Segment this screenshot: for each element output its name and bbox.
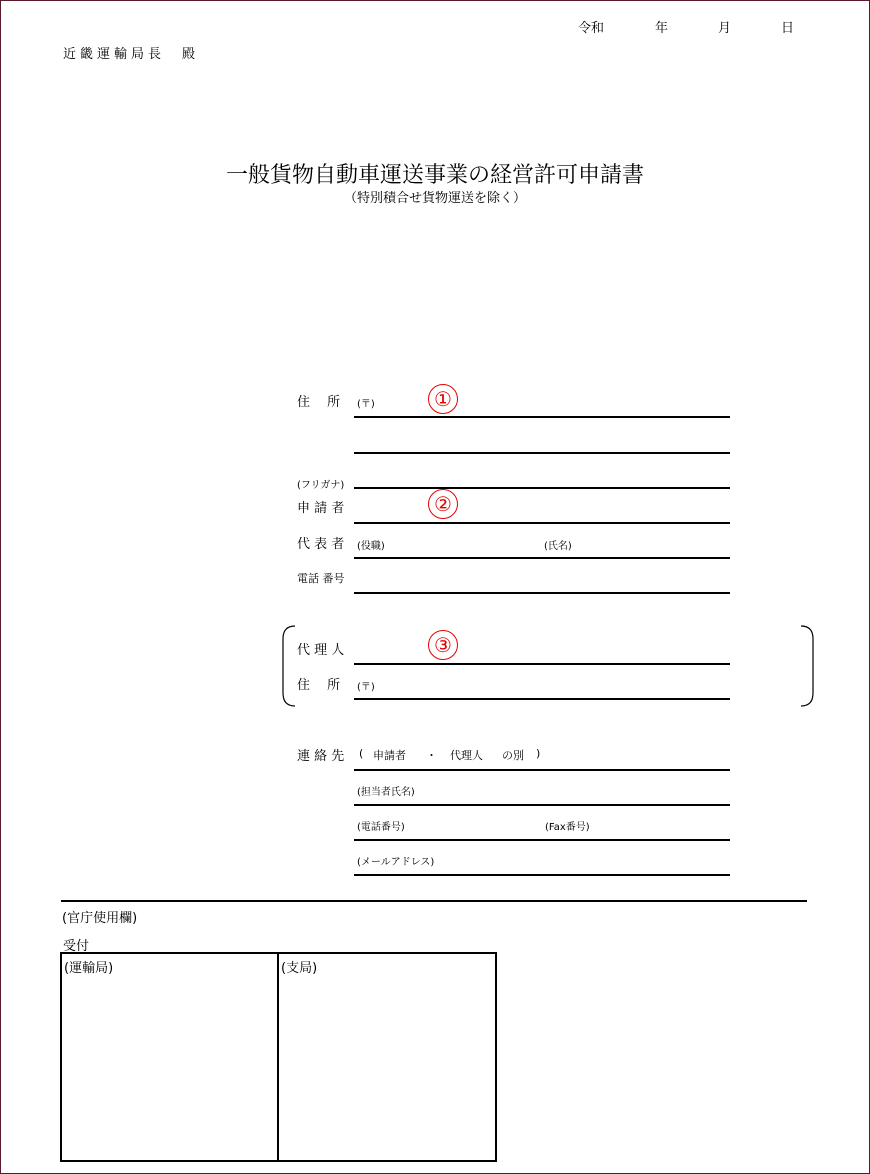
address-label: 住 所: [297, 395, 341, 410]
address-line-1[interactable]: [354, 416, 730, 418]
furigana-line[interactable]: [354, 487, 730, 489]
phone-line[interactable]: [354, 592, 730, 594]
contact-fax-label: (Fax番号): [545, 822, 590, 833]
furigana-label: (フリガナ): [297, 480, 345, 491]
addressee: 近畿運輸局長 殿: [63, 47, 200, 62]
contact-email-label: (メールアドレス): [357, 857, 435, 868]
applicant-label: 申 請 者: [297, 501, 345, 516]
contact-person-label: (担当者氏名): [357, 787, 415, 798]
agent-line[interactable]: [354, 663, 730, 665]
bureau-label: (運輸局): [64, 961, 114, 976]
form-subtitle: （特別積合せ貨物運送を除く）: [343, 191, 526, 206]
contact-choice-open: (: [359, 747, 364, 760]
marker-3-icon: ③: [428, 630, 458, 660]
agent-address-line[interactable]: [354, 698, 730, 700]
applicant-line[interactable]: [354, 522, 730, 524]
receipt-box-divider: [277, 952, 279, 1162]
agent-postal-mark: (〒): [357, 682, 375, 693]
position-label: (役職): [357, 541, 385, 552]
contact-phone-label: (電話番号): [357, 822, 405, 833]
contact-email-line[interactable]: [354, 874, 730, 876]
phone-label: 電話 番号: [297, 572, 345, 585]
form-title: 一般貨物自動車運送事業の経営許可申請書: [225, 163, 644, 188]
official-divider: [61, 900, 807, 902]
contact-person-line[interactable]: [354, 804, 730, 806]
era-label: 令和: [578, 21, 605, 36]
year-label: 年: [655, 21, 669, 36]
marker-2-icon: ②: [428, 489, 458, 519]
agent-address-label: 住 所: [297, 678, 341, 693]
address-line-2[interactable]: [354, 452, 730, 454]
left-bracket-icon: [279, 625, 299, 709]
postal-mark: (〒): [357, 399, 375, 410]
contact-choice-applicant[interactable]: 申請者: [373, 749, 406, 762]
right-bracket-icon: [798, 625, 818, 709]
month-label: 月: [718, 21, 732, 36]
contact-choice-suffix: の別: [502, 749, 524, 762]
branch-label: (支局): [281, 961, 318, 976]
representative-label: 代 表 者: [297, 537, 345, 552]
marker-1-icon: ①: [428, 384, 458, 414]
representative-line[interactable]: [354, 557, 730, 559]
official-heading: (官庁使用欄): [62, 911, 138, 926]
receipt-label: 受付: [63, 939, 90, 954]
contact-label: 連 絡 先: [297, 749, 345, 764]
contact-choice-close: ): [536, 747, 541, 760]
contact-phone-line[interactable]: [354, 839, 730, 841]
contact-choice-dot: ・: [426, 749, 437, 762]
agent-label: 代 理 人: [297, 643, 345, 658]
contact-choice-agent[interactable]: 代理人: [450, 749, 483, 762]
day-label: 日: [781, 21, 795, 36]
contact-line[interactable]: [354, 769, 730, 771]
name-label: (氏名): [544, 541, 572, 552]
